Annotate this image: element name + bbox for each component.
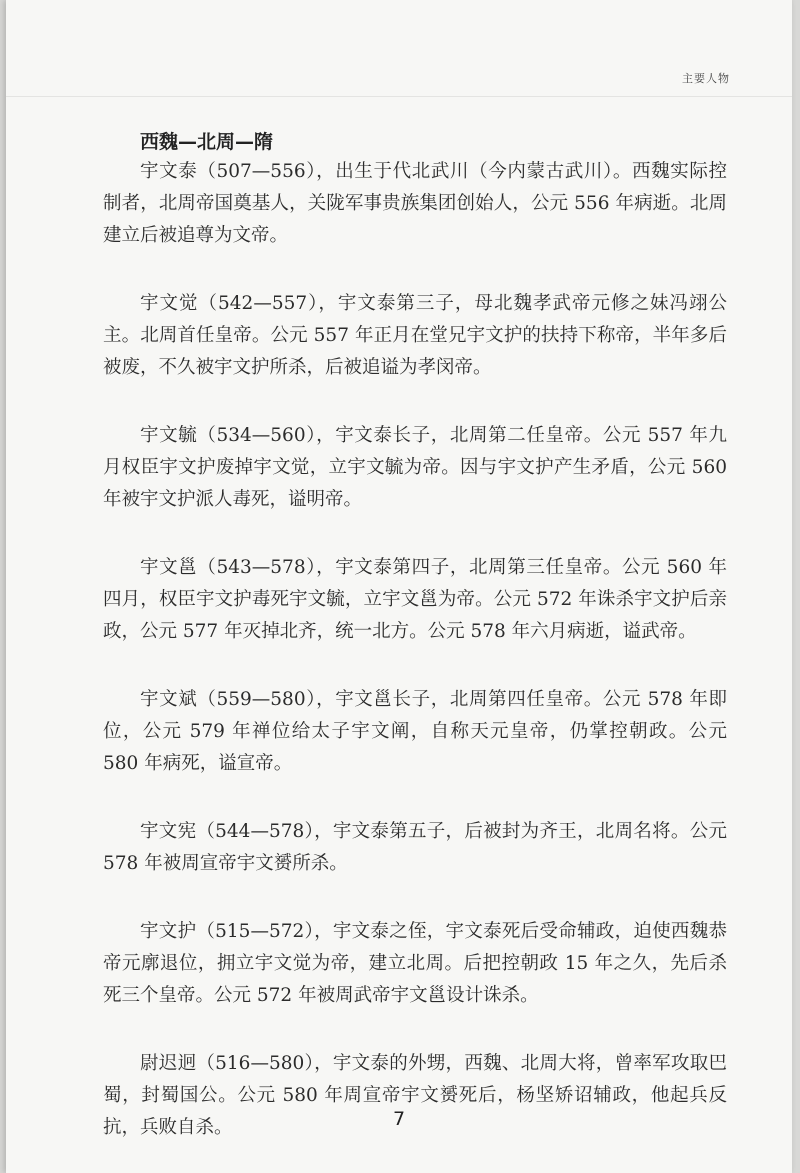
section-title: 西魏—北周—隋 — [140, 131, 274, 153]
entry-yuwen-xian: 宇文宪（544—578），宇文泰第五子，后被封为齐王，北周名将。公元 578 年被周宣帝宇文赟所杀。 — [103, 821, 727, 874]
entry-yuwen-jue: 宇文觉（542—557），宇文泰第三子，母北魏孝武帝元修之妹冯翊公主。北周首任皇帝。公元 557 年正月在堂兄宇文护的扶持下称帝，半年多后被废，不久被宇文护所杀，后被追谥为孝闵帝。 — [103, 293, 727, 378]
entry-yuwen-hu: 宇文护（515—572），宇文泰之侄，宇文泰死后受命辅政，迫使西魏恭帝元廓退位，拥立宇文觉为帝，建立北周。后把控朝政 15 年之久，先后杀死三个皇帝。公元 572 年被周武帝宇文邕设计诛杀。 — [103, 921, 727, 1006]
entry-yuwen-tai: 宇文泰（507—556），出生于代北武川（今内蒙古武川）。西魏实际控制者，北周帝国奠基人，关陇军事贵族集团创始人，公元 556 年病逝。北周建立后被追尊为文帝。 — [103, 161, 727, 246]
page-number: 7 — [392, 1108, 406, 1130]
entries-list — [103, 156, 727, 1173]
running-header: 主要人物 — [682, 72, 730, 85]
book-page — [6, 0, 792, 1173]
entry-yuchi-jiong: 尉迟迥（516—580），宇文泰的外甥，西魏、北周大将，曾率军攻取巴蜀，封蜀国公。公元 580 年周宣帝宇文赟死后，杨坚矫诏辅政，他起兵反抗，兵败自杀。 — [103, 1053, 727, 1138]
entry-yuwen-yu: 宇文毓（534—560），宇文泰长子，北周第二任皇帝。公元 557 年九月权臣宇文护废掉宇文觉，立宇文毓为帝。因与宇文护产生矛盾，公元 560 年被宇文护派人毒死，谥明帝。 — [103, 425, 727, 510]
entry-yuwen-yong: 宇文邕（543—578），宇文泰第四子，北周第三任皇帝。公元 560 年四月，权臣宇文护毒死宇文毓，立宇文邕为帝。公元 572 年诛杀宇文护后亲政，公元 577 年灭掉北齐，统一北方。公元 578 年六月病逝，谥武帝。 — [103, 557, 727, 642]
header-divider — [6, 96, 792, 97]
entry-yuwen-bin: 宇文斌（559—580），宇文邕长子，北周第四任皇帝。公元 578 年即位，公元 579 年禅位给太子宇文阐，自称天元皇帝，仍掌控朝政。公元 580 年病死，谥宣帝。 — [103, 689, 727, 774]
